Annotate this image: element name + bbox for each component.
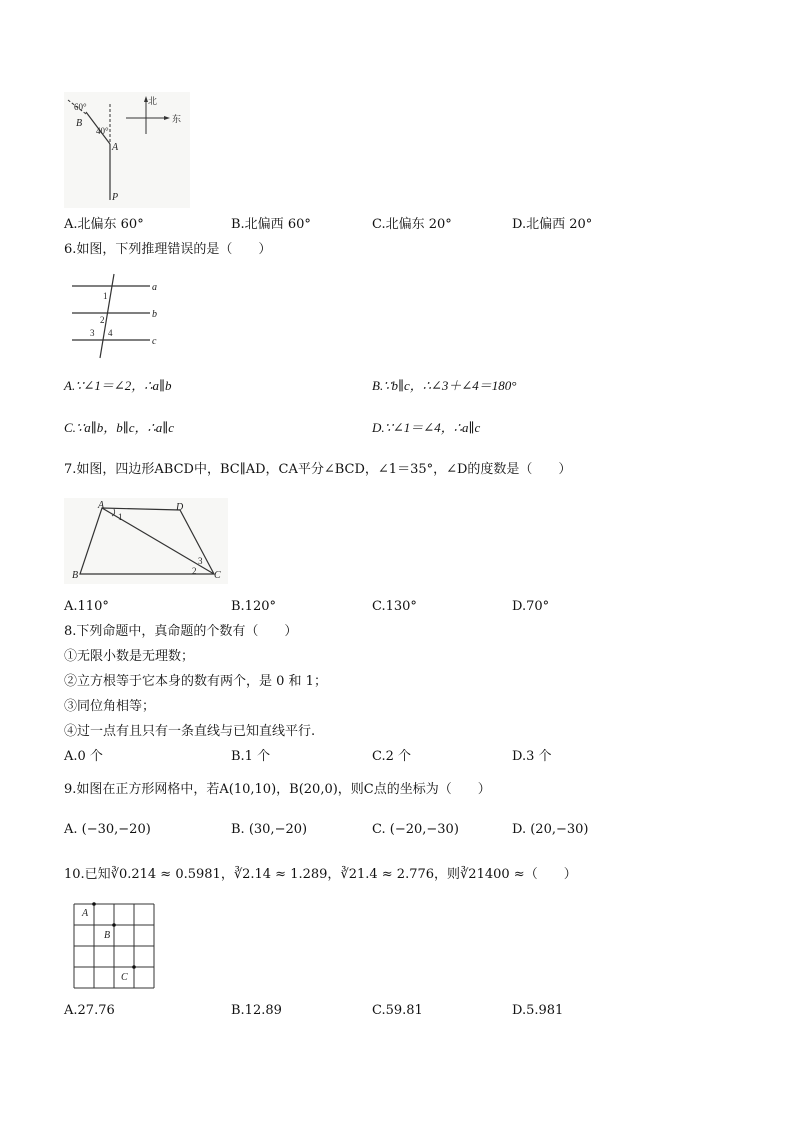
- q6-parallel-lines-figure: [64, 272, 164, 362]
- q5-point-p: P: [112, 192, 119, 203]
- q8-item-3: ③同位角相等；: [64, 699, 156, 714]
- q8-item-1: ①无限小数是无理数；: [64, 649, 195, 664]
- q9-stem: 9.如图在正方形网格中，若A(10,10)，B(20,0)，则C点的坐标为（ ）: [64, 782, 491, 797]
- q5-north-label: 北: [148, 96, 158, 106]
- q5-option-d[interactable]: D.北偏西 20°: [512, 217, 593, 232]
- q9-option-d[interactable]: D. (20,−30): [512, 822, 589, 837]
- q6-option-d[interactable]: D.∵∠1＝∠4，∴a∥c: [372, 420, 481, 435]
- q10-stem: 10.已知∛0.214 ≈ 0.5981，∛2.14 ≈ 1.289，∛21.4 ≈ 2.776，则∛21400 ≈（ ）: [64, 867, 577, 882]
- q7-option-a[interactable]: A.110°: [64, 599, 109, 614]
- q10-grid-point-a: A: [82, 908, 89, 919]
- q10-grid-figure: [64, 898, 160, 992]
- q8-option-b[interactable]: B.1 个: [231, 749, 271, 764]
- q5-option-c[interactable]: C.北偏东 20°: [372, 217, 452, 232]
- q7-point-b: B: [72, 570, 79, 581]
- q6-angle-3: 3: [90, 328, 95, 338]
- q6-line-a-label: a: [152, 282, 157, 293]
- q10-option-c[interactable]: C.59.81: [372, 1003, 423, 1018]
- q7-angle-3: 3: [198, 556, 203, 566]
- q5-option-a[interactable]: A.北偏东 60°: [64, 217, 144, 232]
- q10-option-d[interactable]: D.5.981: [512, 1003, 564, 1018]
- q7-option-d[interactable]: D.70°: [512, 599, 550, 614]
- q7-point-d: D: [176, 502, 184, 513]
- q5-angle-mid: 40°: [96, 126, 109, 136]
- q8-item-4: ④过一点有且只有一条直线与已知直线平行.: [64, 724, 316, 739]
- q5-point-b: B: [76, 118, 83, 129]
- q10-grid-point-c: C: [121, 972, 128, 983]
- q5-angle-top: 60°: [74, 102, 87, 112]
- q5-direction-figure: [64, 92, 190, 208]
- q7-angle-1: 1: [118, 512, 123, 522]
- q6-angle-1: 1: [103, 291, 108, 301]
- q9-option-b[interactable]: B. (30,−20): [231, 822, 308, 837]
- q7-option-b[interactable]: B.120°: [231, 599, 276, 614]
- q6-option-c[interactable]: C.∵a∥b，b∥c，∴a∥c: [64, 420, 175, 435]
- q8-option-a[interactable]: A.0 个: [64, 749, 103, 764]
- q6-option-b[interactable]: B.∵b∥c，∴∠3＋∠4＝180°: [372, 378, 517, 393]
- q10-option-a[interactable]: A.27.76: [64, 1003, 115, 1018]
- q8-item-2: ②立方根等于它本身的数有两个，是 0 和 1；: [64, 674, 327, 689]
- q5-east-label: 东: [172, 114, 182, 124]
- q10-option-b[interactable]: B.12.89: [231, 1003, 282, 1018]
- q7-point-c: C: [214, 570, 221, 581]
- q7-option-c[interactable]: C.130°: [372, 599, 417, 614]
- q6-angle-4: 4: [108, 328, 113, 338]
- q9-option-a[interactable]: A. (−30,−20): [64, 822, 151, 837]
- q8-option-d[interactable]: D.3 个: [512, 749, 552, 764]
- q5-option-b[interactable]: B.北偏西 60°: [231, 217, 311, 232]
- q7-stem: 7.如图，四边形ABCD中，BC∥AD，CA平分∠BCD，∠1＝35°，∠D的度数是（ ）: [64, 462, 572, 477]
- q6-angle-2: 2: [100, 315, 105, 325]
- q6-line-b-label: b: [152, 309, 157, 320]
- q7-point-a: A: [98, 500, 105, 511]
- q7-quadrilateral-figure: [64, 498, 228, 584]
- q6-line-c-label: c: [152, 336, 157, 347]
- q9-option-c[interactable]: C. (−20,−30): [372, 822, 459, 837]
- q7-angle-2: 2: [192, 566, 197, 576]
- q6-stem: 6.如图，下列推理错误的是（ ）: [64, 242, 272, 257]
- q10-grid-point-b: B: [104, 930, 111, 941]
- q5-point-a: A: [112, 142, 119, 153]
- q8-stem: 8.下列命题中，真命题的个数有（ ）: [64, 624, 298, 639]
- q6-option-a[interactable]: A.∵∠1＝∠2，∴a∥b: [64, 378, 172, 393]
- q8-option-c[interactable]: C.2 个: [372, 749, 412, 764]
